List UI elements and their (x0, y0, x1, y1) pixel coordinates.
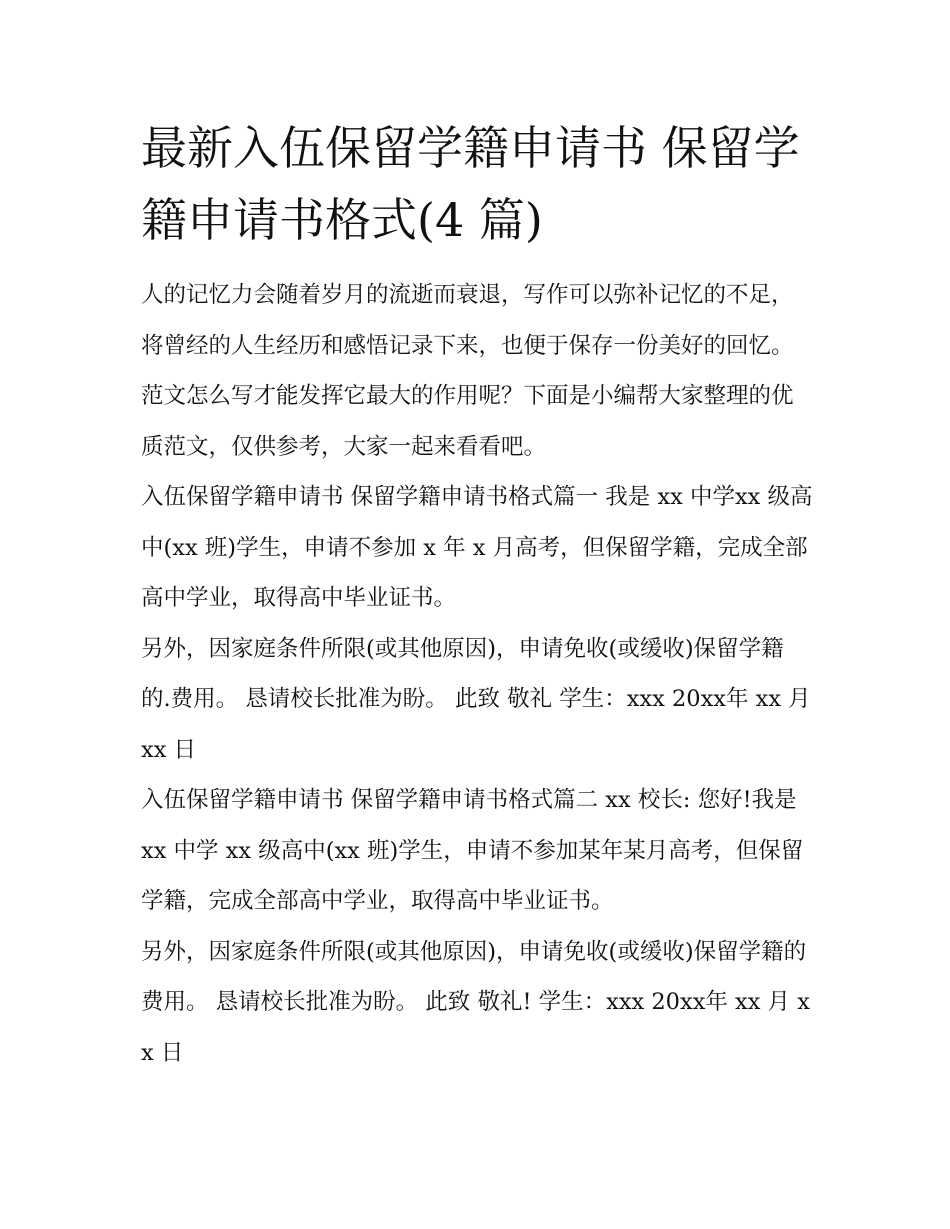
paragraph-intro: 人的记忆力会随着岁月的流逝而衰退，写作可以弥补记忆的不足，将曾经的人生经历和感悟记录下来，也便于保存一份美好的回忆。范文怎么写才能发挥它最大的作用呢？下面是小编帮大家整理的优质范文，仅供参考，大家一起来看看吧。 (141, 282, 794, 460)
paragraph-letter-one-closing: 另外，因家庭条件所限(或其他原因)，申请免收(或缓收)保留学籍的.费用。 恳请校长批准为盼。 此致 敬礼 学生：xxx 20xx年 xx 月 xx 日 (141, 635, 811, 763)
paragraph-letter-one: 入伍保留学籍申请书 保留学籍申请书格式篇一 我是 xx 中学xx 级高中(xx 班)学生，申请不参加 x 年 x 月高考，但保留学籍，完成全部高中学业，取得高中毕业证书。 (141, 484, 813, 611)
document-body (141, 112, 813, 1078)
paragraph-letter-two-closing: 另外，因家庭条件所限(或其他原因)，申请免收(或缓收)保留学籍的费用。 恳请校长批准为盼。 此致 敬礼! 学生：xxx 20xx年 xx 月 xx 日 (141, 938, 810, 1066)
document-title: 最新入伍保留学籍申请书 保留学籍申请书格式(4 篇) (141, 121, 800, 247)
paragraph-letter-two: 入伍保留学籍申请书 保留学籍申请书格式篇二 xx 校长: 您好!我是 xx 中学 xx 级高中(xx 班)学生，申请不参加某年某月高考，但保留学籍，完成全部高中学业，取得高中毕业证书。 (141, 787, 804, 914)
